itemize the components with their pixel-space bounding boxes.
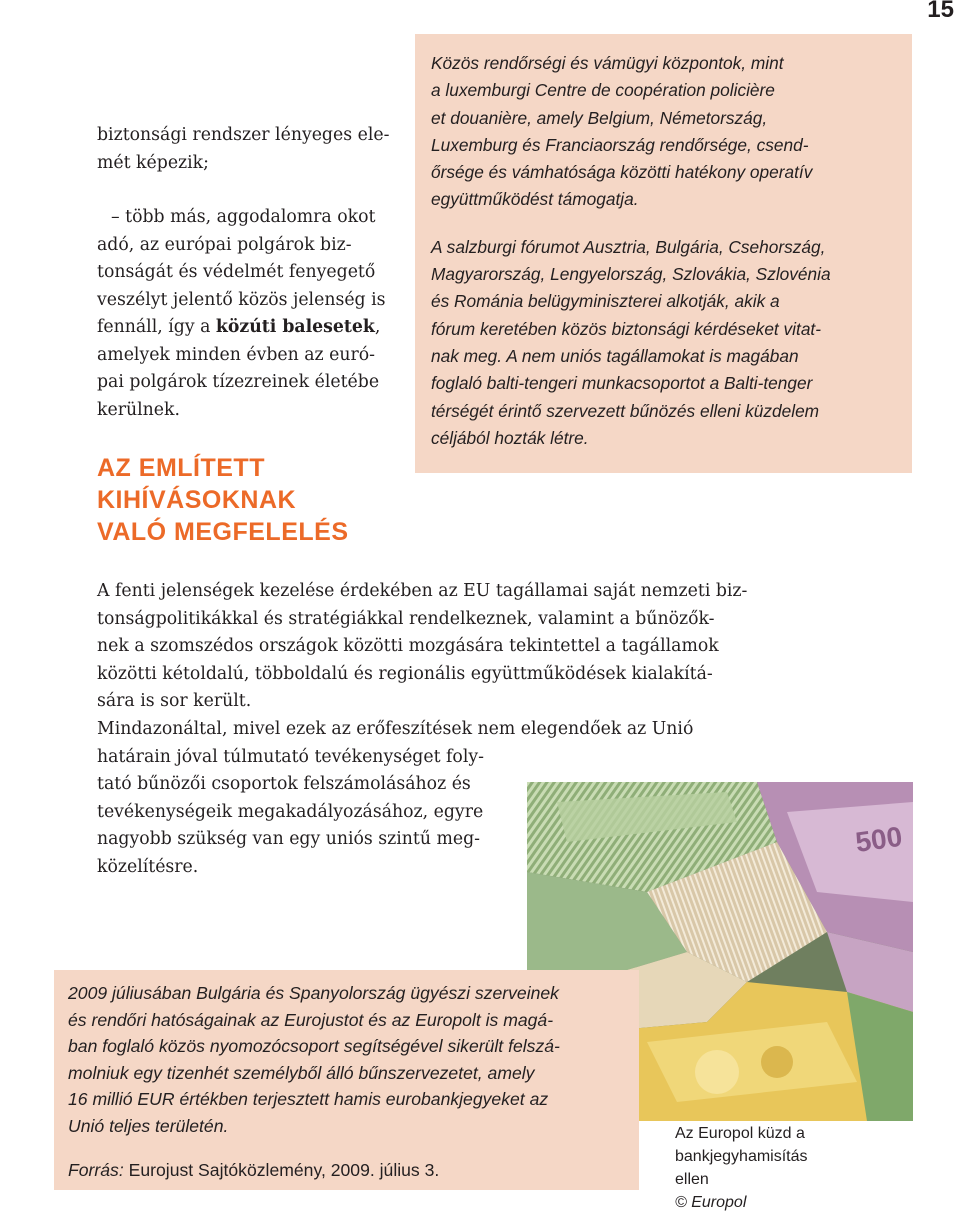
text-line: molniuk egy tizenhét személyből álló bűnszervezetet, amely: [68, 1062, 535, 1083]
text-line: és Románia belügyminiszterei alkotják, akik a: [431, 291, 780, 312]
text-line: tató bűnözői csoportok felszámolásához és: [97, 774, 471, 795]
heading-line: KIHÍVÁSOKNAK: [97, 486, 297, 514]
text-line: 16 millió EUR értékben terjesztett hamis eurobankjegyeket az: [68, 1089, 549, 1109]
caption-text: Az Europol küzd a bankjegyhamisítás: [675, 1125, 808, 1165]
caption-text: ellen: [675, 1171, 709, 1188]
paragraph: [97, 204, 407, 424]
text-line: a luxemburgi Centre de coopération policière: [431, 80, 775, 101]
box-paragraph: [431, 50, 894, 214]
paragraph: [97, 578, 777, 716]
text-line: tonságát és védelmét fenyegető: [97, 262, 376, 282]
text-line: nagyobb szükség van egy uniós szintű meg-: [97, 829, 481, 850]
photo-credit: © Europol: [675, 1194, 747, 1211]
text-line: adó, az európai polgárok biz-: [97, 234, 352, 255]
paragraph: [97, 122, 407, 177]
text-line: sára is sor került.: [97, 691, 252, 712]
photo-caption: [675, 1122, 935, 1214]
source-text: Eurojust Sajtóközlemény, 2009. július 3.: [123, 1160, 440, 1180]
text-line: Közös rendőrségi és vámügyi központok, mint: [431, 53, 784, 73]
page-number: 15: [927, 0, 954, 23]
text-line: fórum keretében közös biztonsági kérdéseket vitat-: [431, 318, 821, 339]
text-line: A salzburgi fórumot Ausztria, Bulgária, Csehország,: [431, 236, 826, 257]
source-citation: [68, 1157, 629, 1184]
box-paragraph: [431, 234, 894, 452]
banknote-denomination: 500: [853, 820, 905, 858]
bold-term: közúti balesetek: [215, 317, 375, 337]
text-line: et douanière, amely Belgium, Németország,: [431, 107, 768, 128]
text-line: biztonsági rendszer lényeges ele-: [97, 125, 390, 145]
text-line: nak meg. A nem uniós tagállamokat is magában: [431, 345, 799, 366]
text-line: foglaló balti-tengeri munkacsoportot a Balti-tenger: [431, 373, 813, 394]
text-line: céljából hozták létre.: [431, 427, 589, 448]
text-line: ,: [374, 317, 381, 337]
source-label: Forrás:: [68, 1160, 124, 1180]
text-line: – több más, aggodalomra okot: [111, 207, 376, 227]
text-line: veszélyt jelentő közös jelenség is: [97, 289, 386, 310]
text-line: határain jóval túlmutató tevékenységet foly-: [97, 746, 484, 767]
text-line: Unió teljes területén.: [68, 1115, 229, 1136]
text-line: tonságpolitikákkal és stratégiákkal rendelkeznek, valamint a bűnözők-: [97, 608, 715, 629]
section-heading: [97, 452, 397, 548]
text-line: amelyek minden évben az euró-: [97, 344, 376, 365]
text-line: A fenti jelenségek kezelése érdekében az EU tagállamai saját nemzeti biz-: [97, 581, 748, 601]
text-line: pai polgárok tízezreinek életébe: [97, 372, 380, 392]
text-line: őrsége és vámhatósága közötti hatékony operatív: [431, 162, 813, 183]
box-paragraph: [68, 980, 629, 1139]
text-line: tevékenységeik megakadályozásához, egyre: [97, 801, 484, 822]
text-line: Luxemburg és Franciaország rendőrsége, csend-: [431, 134, 809, 155]
text-line: mét képezik;: [97, 152, 209, 173]
text-line: és rendőri hatóságainak az Eurojustot és az Europolt is magá-: [68, 1009, 554, 1030]
text-line: Magyarország, Lengyelország, Szlovákia, Szlovénia: [431, 264, 831, 285]
text-line: közelítésre.: [97, 856, 199, 877]
text-line: nek a szomszédos országok közötti mozgására tekintettel a tagállamok: [97, 636, 719, 657]
info-box-cooperation: [415, 34, 912, 473]
text-line: közötti kétoldalú, többoldalú és regionális együttműködések kialakítá-: [97, 663, 713, 684]
heading-line: AZ EMLÍTETT: [97, 454, 265, 482]
text-line: kerülnek.: [97, 399, 180, 420]
left-column-text: [97, 122, 407, 424]
text-line: ban foglaló közös nyomozócsoport segítségével sikerült felszá-: [68, 1036, 560, 1056]
heading-line: VALÓ MEGFELELÉS: [97, 518, 349, 546]
text-line: 2009 júliusában Bulgária és Spanyolország ügyészi szerveinek: [68, 983, 559, 1003]
text-line: fennáll, így a: [97, 317, 216, 337]
info-box-case-study: [54, 970, 639, 1190]
text-line: Mindazonáltal, mivel ezek az erőfeszítések nem elegendőek az Unió: [97, 718, 694, 739]
text-line: együttműködést támogatja.: [431, 189, 639, 210]
text-line: térségét érintő szervezett bűnözés elleni küzdelem: [431, 400, 820, 421]
